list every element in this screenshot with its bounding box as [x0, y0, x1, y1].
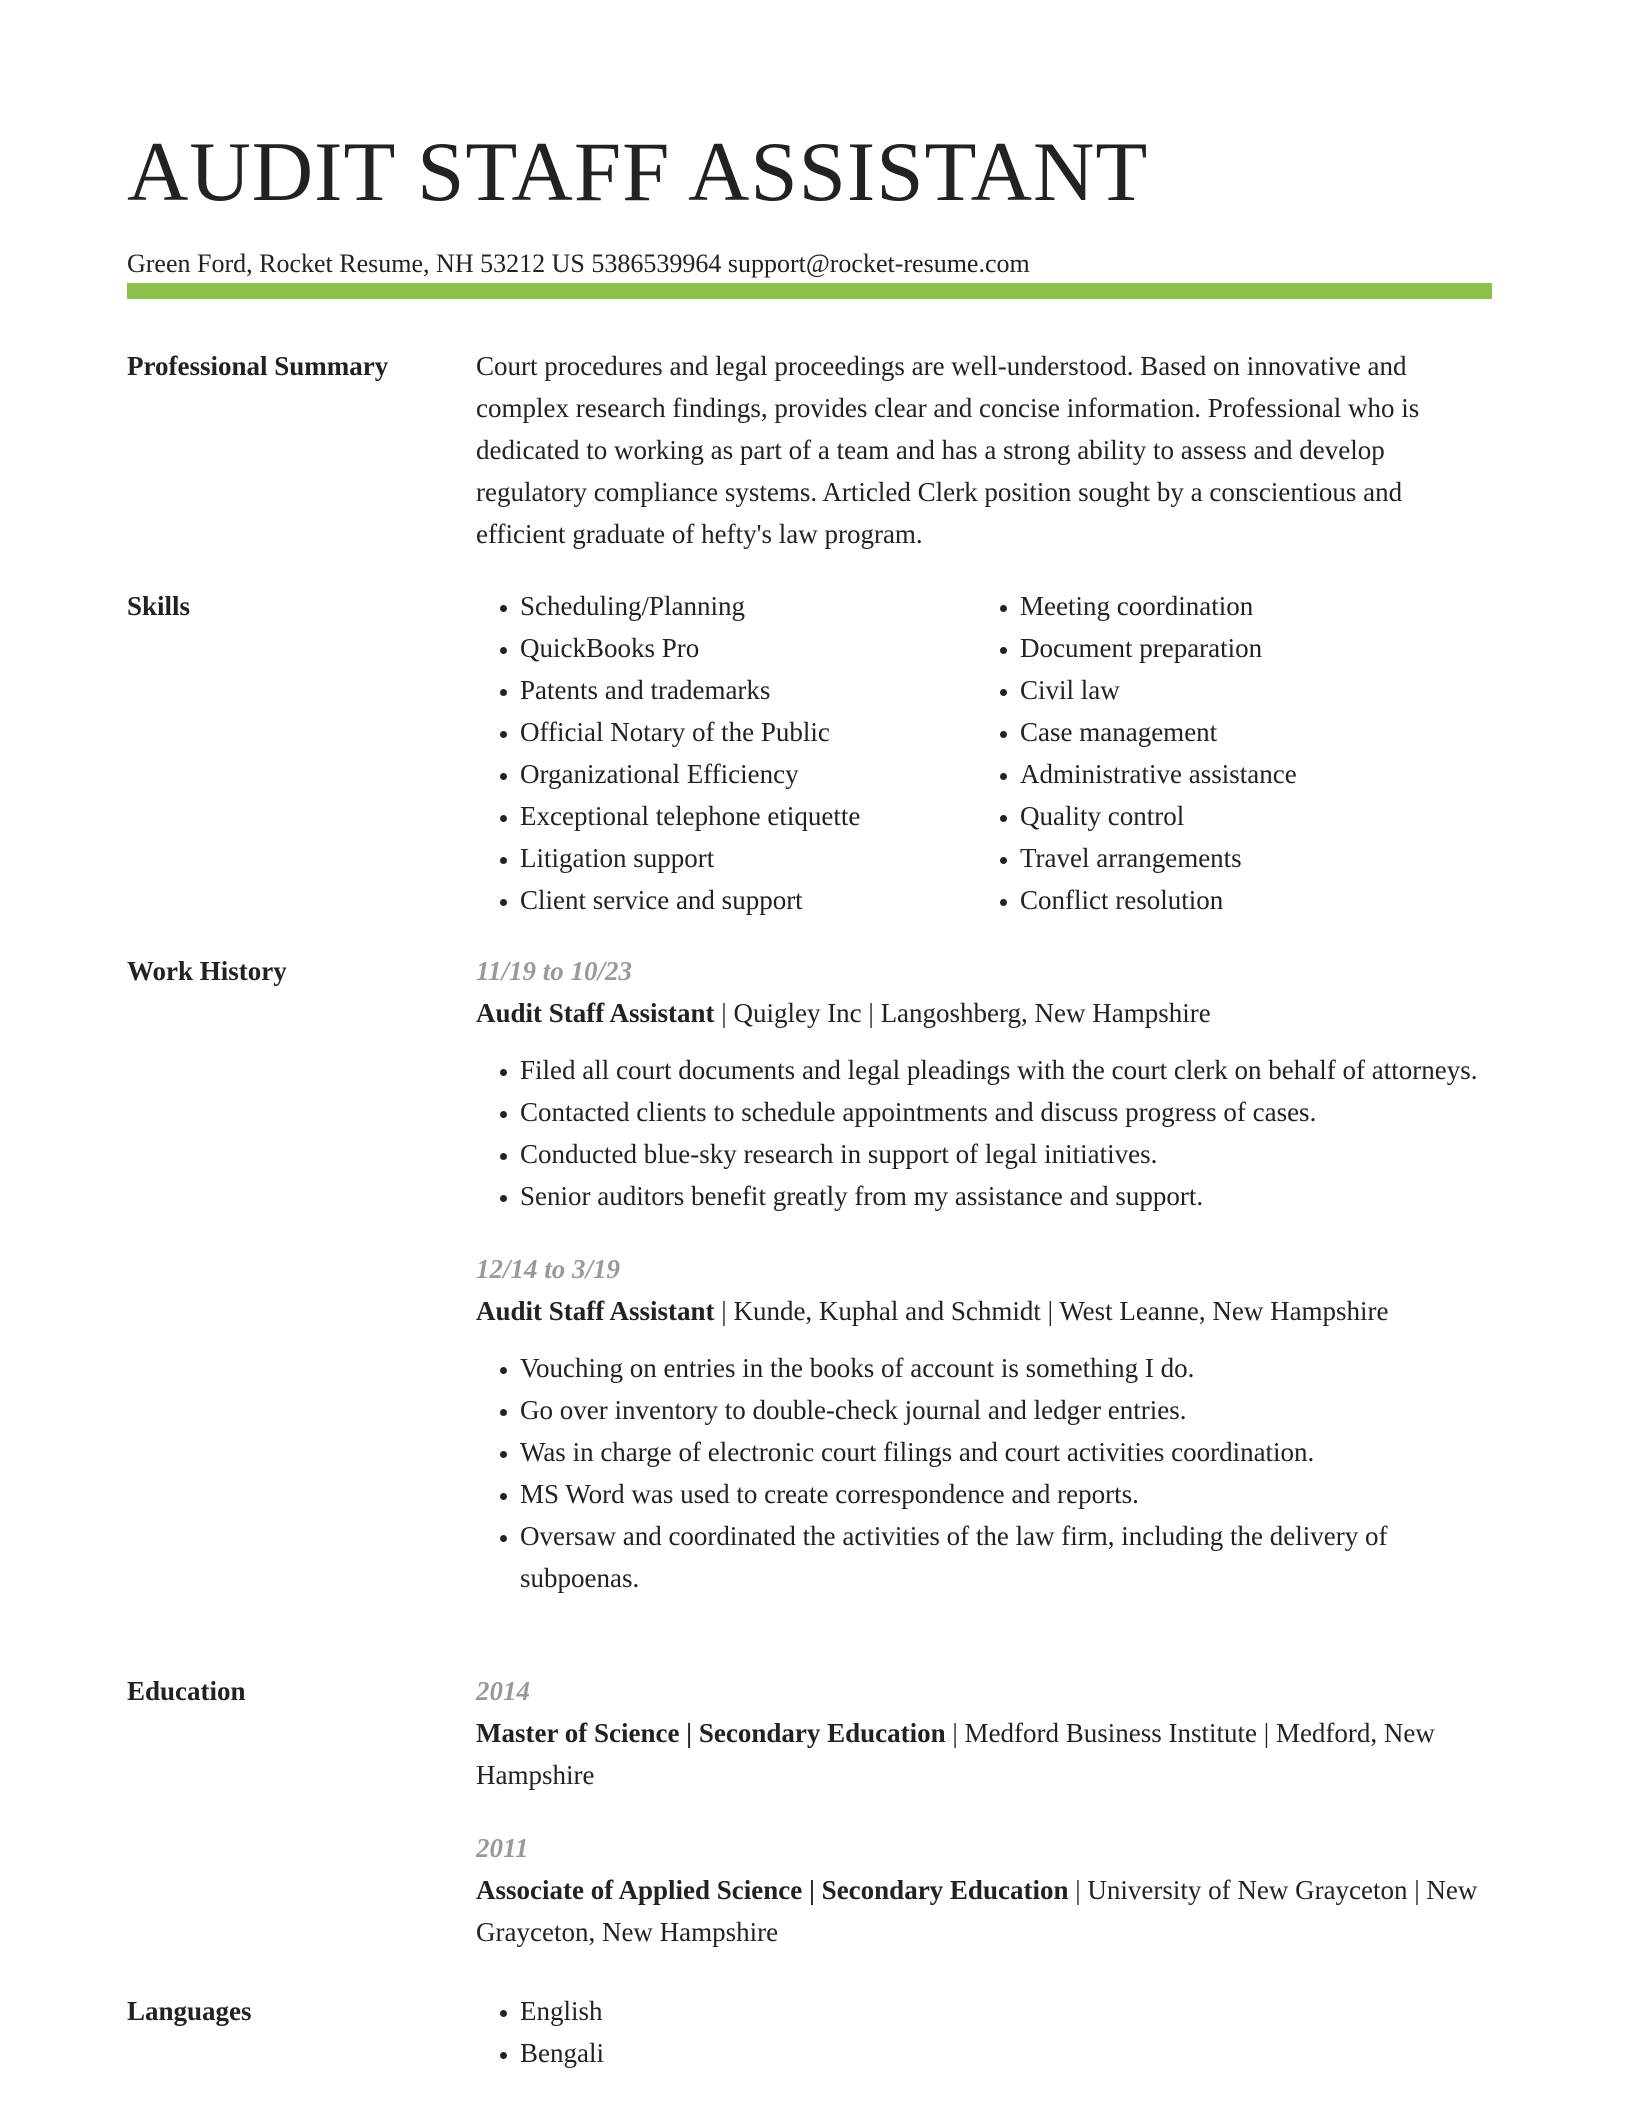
duty-item: • Vouching on entries in the books of account is something I do.	[520, 1347, 1492, 1389]
education-line	[476, 1869, 1492, 1953]
school-info: | University of New Grayceton | New Grayceton, New Hampshire	[476, 1875, 1478, 1947]
education-label: Education	[127, 1676, 246, 1706]
skill-item: • Quality control	[1020, 795, 1476, 837]
summary-text: Court procedures and legal proceedings are well-understood. Based on innovative and complex research findings, provides clear and concise information. Professional who is dedicated to working as part of a team and has a strong ability to assess and develop regulatory compliance systems. Articled Clerk position sought by a conscientious and efficient graduate of hefty's law program.	[476, 351, 1420, 549]
language-item: • Bengali	[520, 2032, 1492, 2074]
job-dates: 12/14 to 3/19	[476, 1254, 621, 1284]
job-employer: | Quigley Inc | Langoshberg, New Hampshire	[714, 998, 1211, 1028]
languages-label: Languages	[127, 1996, 252, 2026]
job-entry	[476, 1248, 1492, 1599]
skill-item: • Meeting coordination	[1020, 585, 1476, 627]
duty-item: • Senior auditors benefit greatly from my assistance and support.	[520, 1175, 1492, 1217]
work-history-label: Work History	[127, 956, 287, 986]
job-role-line	[476, 992, 1492, 1034]
job-duties	[476, 1347, 1492, 1599]
degree-name: Associate of Applied Science | Secondary Education	[476, 1875, 1069, 1905]
duty-item: • Was in charge of electronic court filings and court activities coordination.	[520, 1431, 1492, 1473]
skill-item: • Administrative assistance	[1020, 753, 1476, 795]
education-year: 2011	[476, 1833, 529, 1863]
skill-item: • Client service and support	[520, 879, 976, 921]
job-employer: | Kunde, Kuphal and Schmidt | West Leanne, New Hampshire	[714, 1296, 1389, 1326]
skill-item: • Conflict resolution	[1020, 879, 1476, 921]
skills-list-right	[976, 585, 1476, 921]
resume-header	[127, 122, 1492, 280]
candidate-title: AUDIT STAFF ASSISTANT	[127, 125, 1149, 219]
duty-item: • Conducted blue-sky research in support of legal initiatives.	[520, 1133, 1492, 1175]
skills-list-left	[476, 585, 976, 921]
languages-list	[476, 1990, 1492, 2074]
skills-label: Skills	[127, 591, 191, 621]
degree-name: Master of Science | Secondary Education	[476, 1718, 946, 1748]
skill-item: • Litigation support	[520, 837, 976, 879]
education-entry	[476, 1670, 1492, 1796]
school-info: | Medford Business Institute | Medford, New Hampshire	[476, 1718, 1435, 1790]
duty-item: • Filed all court documents and legal pleadings with the court clerk on behalf of attorneys.	[520, 1049, 1492, 1091]
skill-item: • Travel arrangements	[1020, 837, 1476, 879]
duty-item: • MS Word was used to create correspondence and reports.	[520, 1473, 1492, 1515]
duty-item: • Go over inventory to double-check journal and ledger entries.	[520, 1389, 1492, 1431]
contact-line: Green Ford, Rocket Resume, NH 53212 US 5386539964 support@rocket-resume.com	[127, 249, 1030, 278]
skill-item: • Case management	[1020, 711, 1476, 753]
language-item: • English	[520, 1990, 1492, 2032]
job-role-line	[476, 1290, 1492, 1332]
education-year: 2014	[476, 1676, 530, 1706]
education-line	[476, 1712, 1492, 1796]
job-dates: 11/19 to 10/23	[476, 956, 633, 986]
skill-item: • Organizational Efficiency	[520, 753, 976, 795]
skill-item: • Document preparation	[1020, 627, 1476, 669]
skill-item: • Civil law	[1020, 669, 1476, 711]
skill-item: • Exceptional telephone etiquette	[520, 795, 976, 837]
job-title: Audit Staff Assistant	[476, 998, 715, 1028]
job-title: Audit Staff Assistant	[476, 1296, 715, 1326]
education-entry	[476, 1827, 1492, 1953]
skill-item: • Patents and trademarks	[520, 669, 976, 711]
skill-item: • Official Notary of the Public	[520, 711, 976, 753]
job-duties	[476, 1049, 1492, 1217]
accent-divider	[127, 283, 1492, 299]
skill-item: • Scheduling/Planning	[520, 585, 976, 627]
duty-item: • Contacted clients to schedule appointments and discuss progress of cases.	[520, 1091, 1492, 1133]
summary-label: Professional Summary	[127, 351, 389, 381]
duty-item: • Oversaw and coordinated the activities of the law firm, including the delivery of subpoenas.	[520, 1515, 1492, 1599]
skill-item: • QuickBooks Pro	[520, 627, 976, 669]
job-entry	[476, 950, 1492, 1217]
